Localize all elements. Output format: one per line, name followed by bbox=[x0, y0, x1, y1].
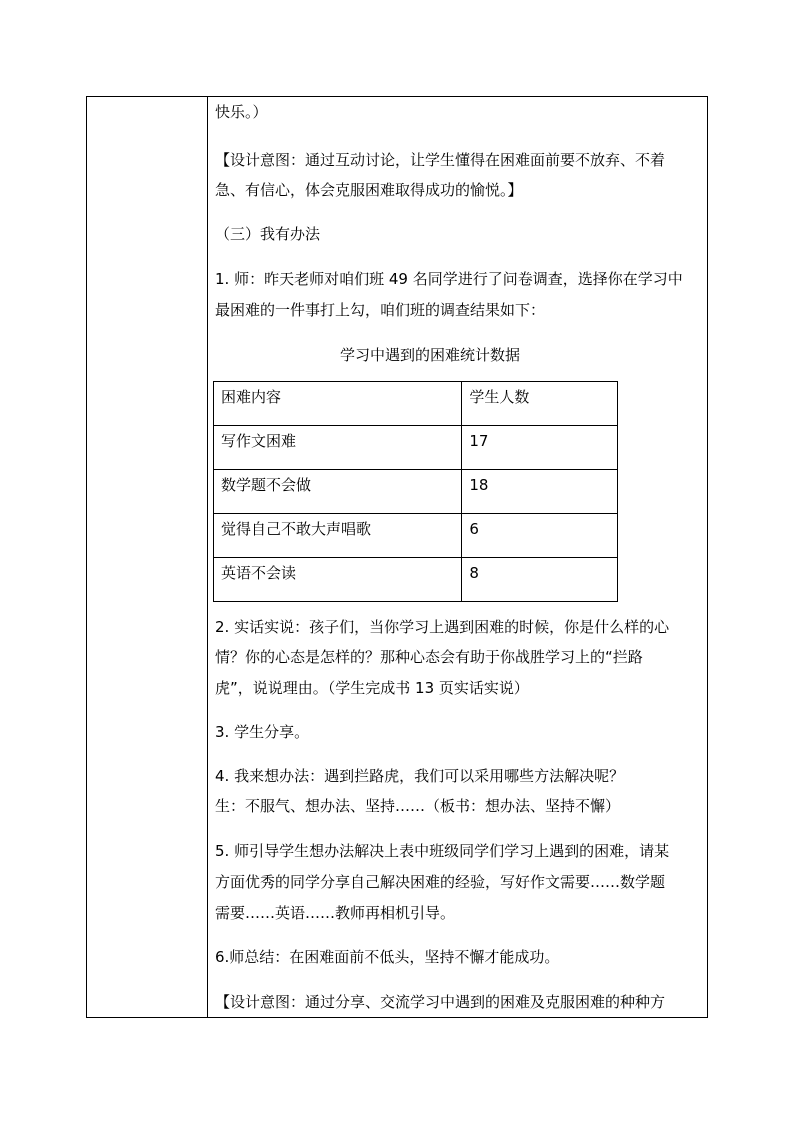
step-5-line-2: 方面优秀的同学分享自己解决困难的经验，写好作文需要……数学题 bbox=[215, 873, 666, 891]
table-row bbox=[214, 426, 618, 470]
step-2-line-1: 2. 实话实说：孩子们，当你学习上遇到困难的时候，你是什么样的心 bbox=[215, 618, 670, 636]
step-2-line-3: 虎”，说说理由。（学生完成书 13 页实话实说） bbox=[215, 679, 529, 697]
step-6-line: 6.师总结：在困难面前不低头，坚持不懈才能成功。 bbox=[215, 948, 560, 966]
table-cell-count: 8 bbox=[462, 558, 618, 602]
table-caption: 学习中遇到的困难统计数据 bbox=[339, 346, 520, 364]
step-4-line-1: 4. 我来想办法：遇到拦路虎，我们可以采用哪些方法解决呢？ bbox=[215, 767, 625, 785]
design-intent-2-line-1: 【设计意图：通过分享、交流学习中遇到的困难及克服困难的种种方 bbox=[215, 993, 666, 1011]
table-cell-content: 写作文困难 bbox=[214, 426, 462, 470]
step-5-line-1: 5. 师引导学生想办法解决上表中班级同学们学习上遇到的困难，请某 bbox=[215, 842, 670, 860]
header-cell-content: 困难内容 bbox=[214, 382, 462, 426]
step-1-line-2: 最困难的一件事打上勾，咱们班的调查结果如下： bbox=[215, 301, 546, 319]
table-row bbox=[214, 558, 618, 602]
table-cell-count: 17 bbox=[462, 426, 618, 470]
text-line-1: 快乐。） bbox=[215, 103, 268, 121]
table-cell-count: 18 bbox=[462, 470, 618, 514]
step-4-line-2: 生：不服气、想办法、坚持……（板书：想办法、坚持不懈） bbox=[215, 797, 621, 815]
table-row bbox=[214, 514, 618, 558]
column-divider bbox=[207, 97, 208, 1017]
step-3-line: 3. 学生分享。 bbox=[215, 723, 310, 741]
section-heading: （三）我有办法 bbox=[215, 225, 321, 243]
table-row bbox=[214, 470, 618, 514]
step-1-line-1: 1. 师：昨天老师对咱们班 49 名同学进行了问卷调查，选择你在学习中 bbox=[215, 270, 683, 288]
table-cell-content: 觉得自己不敢大声唱歌 bbox=[214, 514, 462, 558]
table-cell-content: 英语不会读 bbox=[214, 558, 462, 602]
table-cell-content: 数学题不会做 bbox=[214, 470, 462, 514]
step-2-line-2: 情？你的心态是怎样的？那种心态会有助于你战胜学习上的“拦路 bbox=[215, 648, 643, 666]
design-intent-line-1: 【设计意图：通过互动讨论，让学生懂得在困难面前要不放弃、不着 bbox=[215, 151, 666, 169]
design-intent-line-2: 急、有信心，体会克服困难取得成功的愉悦。】 bbox=[215, 181, 523, 199]
table-header-row bbox=[214, 382, 618, 426]
survey-table bbox=[213, 381, 618, 602]
table-cell-count: 6 bbox=[462, 514, 618, 558]
step-5-line-3: 需要……英语……教师再相机引导。 bbox=[215, 904, 456, 922]
header-cell-count: 学生人数 bbox=[462, 382, 618, 426]
